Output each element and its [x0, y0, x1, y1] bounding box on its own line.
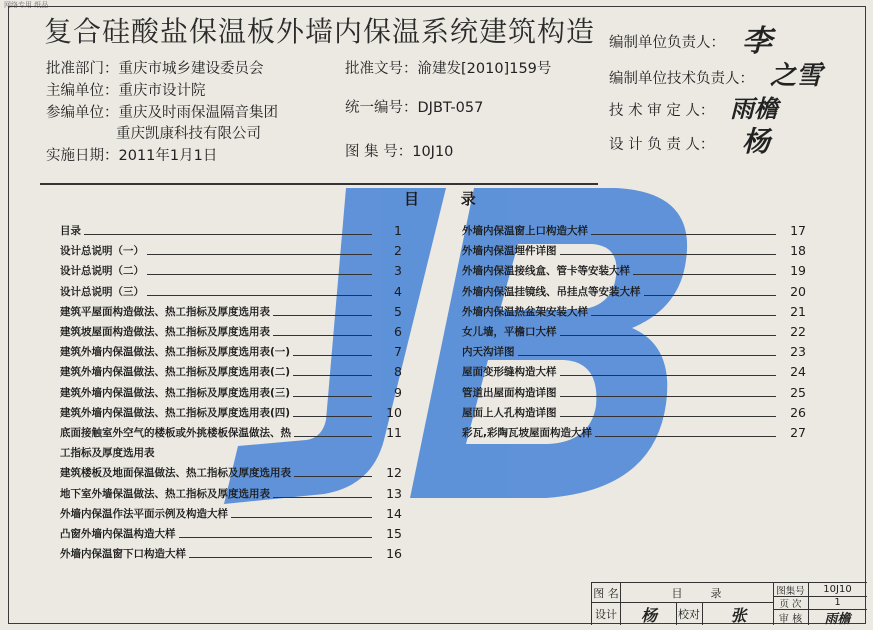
toc-entry-page: 22	[790, 324, 806, 339]
toc-entry-title: 建筑坡屋面构造做法、热工指标及厚度选用表	[60, 326, 270, 338]
toc-entry-title: 屋面上人孔构造详图	[462, 406, 557, 419]
toc-entry-title: 屋面变形缝构造大样	[462, 366, 557, 379]
toc-entry-title: 建筑外墙内保温做法、热工指标及厚度选用表(三)	[60, 386, 291, 399]
atlas-no-label: 图 集 号：	[345, 144, 413, 160]
toc-leader-line	[560, 375, 777, 376]
toc-entry-title: 底面接触室外空气的楼板或外挑楼板保温做法、热	[60, 427, 291, 439]
tb-check-label: 校对	[678, 608, 700, 621]
participant-2: 重庆凯康科技有限公司	[116, 126, 261, 142]
toc-entry-page: 27	[790, 425, 806, 440]
toc-entry-title: 外墙内保温热盆架安装大样	[462, 305, 588, 318]
tb-design-signature: 杨	[640, 605, 657, 625]
approval-dept-value: 重庆市城乡建设委员会	[118, 61, 264, 77]
toc-entry-page: 18	[790, 243, 806, 259]
resp-design-lead-label: 设 计 负 责 人：	[609, 137, 715, 153]
toc-entry-title: 工指标及厚度选用表	[60, 447, 155, 460]
toc-entry-title: 建筑外墙内保温做法、热工指标及厚度选用表(二)	[60, 366, 291, 379]
toc-leader-line	[644, 295, 777, 296]
toc-entry-page: 1	[394, 223, 402, 238]
toc-entry	[60, 284, 402, 299]
tb-review-signature: 雨檐	[824, 611, 851, 627]
approval-no-value: 渝建发[2010]159号	[417, 61, 552, 77]
toc-entry-page: 11	[386, 425, 402, 440]
effective-date	[46, 144, 217, 165]
toc-entry-page: 24	[790, 364, 806, 380]
toc-leader-line	[147, 295, 372, 296]
toc-leader-line	[294, 436, 372, 437]
toc-leader-line	[560, 416, 777, 417]
toc-heading: 目 录	[404, 190, 476, 208]
toc-entry	[60, 263, 402, 278]
toc-entry	[462, 263, 806, 278]
tb-page-value: 1	[834, 597, 841, 608]
toc-entry-title: 外墙内保温接线盒、管卡等安装大样	[462, 265, 630, 278]
effective-value: 2011年1月1日	[118, 148, 218, 164]
toc-entry-page: 8	[394, 364, 402, 380]
toc-entry	[60, 385, 402, 400]
toc-entry-page: 13	[386, 485, 402, 501]
toc-entry-title: 外墙内保温窗下口构造大样	[60, 548, 186, 561]
resp-unit-head-signature: 李	[742, 24, 772, 59]
top-note: 网络专用 纸品	[4, 1, 49, 9]
toc-leader-line	[273, 315, 372, 316]
tb-atlas-label: 图集号	[776, 585, 805, 597]
resp-design-lead-signature: 杨	[742, 125, 771, 158]
toc-entry-page: 15	[386, 526, 402, 541]
toc-entry	[60, 465, 402, 480]
unified-no-label: 统一编号：	[345, 100, 418, 116]
toc-leader-line	[84, 234, 372, 235]
toc-entry-page: 7	[394, 344, 402, 360]
toc-leader-line	[293, 375, 372, 376]
toc-leader-line	[293, 416, 372, 417]
resp-tech-head-label: 编制单位技术负责人：	[609, 71, 754, 87]
toc-entry-title: 内天沟详图	[462, 346, 515, 359]
header-rule	[40, 183, 598, 185]
chief-unit	[46, 79, 206, 100]
approval-dept-label: 批准部门：	[46, 61, 119, 77]
approval-dept	[46, 57, 264, 78]
toc-leader-line	[560, 254, 777, 255]
toc-leader-line	[273, 335, 372, 336]
tb-atlas-value: 10J10	[823, 584, 852, 595]
approval-no	[345, 57, 551, 78]
toc-entry	[60, 486, 402, 501]
toc-leader-line	[147, 274, 372, 275]
toc-entry-title: 外墙内保温窗上口构造大样	[462, 225, 588, 237]
resp-reviewer-signature: 雨檐	[730, 94, 778, 123]
toc-leader-line	[518, 355, 777, 356]
chief-unit-value: 重庆市设计院	[118, 83, 206, 99]
toc-entry	[462, 243, 806, 258]
toc-entry-title: 女儿墙，平檐口大样	[462, 326, 557, 338]
toc-leader-line	[560, 335, 777, 336]
toc-entry-page: 3	[394, 263, 402, 279]
toc-entry	[60, 405, 402, 420]
resp-unit-head-label: 编制单位负责人：	[609, 35, 725, 51]
toc-entry	[60, 364, 402, 379]
toc-entry	[462, 385, 806, 400]
toc-entry-page: 4	[394, 283, 402, 299]
toc-entry-page: 14	[386, 505, 402, 521]
toc-entry-title: 凸窗外墙内保温构造大样	[60, 528, 176, 540]
resp-tech-head-signature: 之雪	[770, 61, 823, 91]
toc-entry	[60, 546, 402, 561]
toc-entry-page: 6	[394, 324, 402, 339]
tb-drawing-name-label: 图 名	[593, 586, 619, 600]
chief-unit-label: 主编单位：	[46, 83, 119, 99]
participants-label: 参编单位：	[46, 105, 119, 121]
title-block	[591, 582, 867, 625]
toc-entry	[60, 526, 402, 541]
toc-entry-title: 建筑平屋面构造做法、热工指标及厚度选用表	[60, 305, 270, 318]
toc-entry-title: 目录	[60, 225, 81, 237]
toc-entry	[462, 223, 806, 238]
toc-entry	[462, 364, 806, 379]
toc-entry-title: 设计总说明（三）	[60, 285, 144, 298]
toc-entry-page: 2	[394, 243, 402, 259]
toc-entry	[60, 506, 402, 521]
toc-entry	[462, 324, 806, 339]
tb-review-label: 审 核	[778, 613, 803, 625]
toc-entry-page: 10	[386, 404, 402, 420]
toc-entry	[60, 445, 402, 460]
toc-leader-line	[189, 557, 372, 558]
unified-no	[345, 96, 483, 117]
toc-entry-page: 16	[386, 546, 402, 562]
toc-entry-title: 外墙内保温埋件详图	[462, 245, 557, 258]
toc-leader-line	[591, 315, 776, 316]
toc-leader-line	[294, 476, 372, 477]
tb-page-label: 页 次	[779, 598, 802, 610]
effective-label: 实施日期：	[46, 148, 119, 164]
tb-design-label: 设计	[595, 608, 617, 621]
toc-entry	[462, 304, 806, 319]
toc-entry-page: 17	[790, 223, 806, 238]
toc-entry	[462, 405, 806, 420]
toc-leader-line	[591, 234, 776, 235]
participant-1: 重庆及时雨保温隔音集团	[118, 105, 278, 121]
toc-leader-line	[595, 436, 776, 437]
toc-entry-page: 12	[386, 465, 402, 481]
toc-entry-title: 设计总说明（二）	[60, 265, 144, 278]
toc-entry-page: 19	[790, 263, 806, 279]
toc-entry-page: 25	[790, 384, 806, 400]
toc-leader-line	[293, 396, 372, 397]
toc-entry	[60, 223, 402, 238]
toc-entry-title: 建筑外墙内保温做法、热工指标及厚度选用表(一)	[60, 346, 291, 359]
toc-leader-line	[560, 396, 777, 397]
toc-entry-page: 23	[790, 344, 806, 360]
toc-entry-title: 地下室外墙保温做法、热工指标及厚度选用表	[60, 487, 270, 500]
toc-leader-line	[231, 517, 372, 518]
toc-entry-page: 5	[394, 303, 402, 319]
toc-leader-line	[273, 497, 372, 498]
toc-entry-title: 彩瓦,彩陶瓦坡屋面构造大样	[462, 427, 592, 439]
toc-entry	[462, 284, 806, 299]
toc-entry-title: 外墙内保温作法平面示例及构造大样	[60, 507, 228, 520]
toc-leader-line	[293, 355, 372, 356]
toc-entry-title: 建筑楼板及地面保温做法、热工指标及厚度选用表	[60, 467, 291, 480]
participants	[46, 101, 278, 122]
toc-entry	[462, 344, 806, 359]
toc-leader-line	[179, 537, 373, 538]
atlas-title: 复合硅酸盐保温板外墙内保温系统建筑构造	[44, 15, 596, 48]
toc-entry	[60, 324, 402, 339]
unified-no-value: DJBT-057	[417, 100, 484, 116]
toc-entry	[60, 425, 402, 440]
resp-reviewer-label: 技 术 审 定 人：	[609, 103, 715, 119]
approval-no-label: 批准文号：	[345, 61, 418, 77]
tb-check-signature: 张	[730, 605, 747, 625]
tb-drawing-name: 目 录	[671, 586, 722, 600]
toc-entry	[60, 304, 402, 319]
toc-entry	[60, 243, 402, 258]
toc-entry-page: 26	[790, 404, 806, 420]
toc-entry-page: 20	[790, 283, 806, 299]
toc-entry-title: 外墙内保温挂镜线、吊挂点等安装大样	[462, 285, 641, 298]
toc-entry-page: 21	[790, 303, 806, 319]
toc-entry-title: 管道出屋面构造详图	[462, 386, 557, 399]
toc-entry	[60, 344, 402, 359]
toc-entry-title: 建筑外墙内保温做法、热工指标及厚度选用表(四)	[60, 406, 291, 419]
atlas-no	[345, 140, 453, 161]
toc-entry	[462, 425, 806, 440]
toc-entry-title: 设计总说明（一）	[60, 245, 144, 258]
toc-leader-line	[633, 274, 776, 275]
toc-entry-page: 9	[394, 384, 402, 400]
toc-leader-line	[147, 254, 372, 255]
atlas-no-value: 10J10	[412, 144, 454, 160]
